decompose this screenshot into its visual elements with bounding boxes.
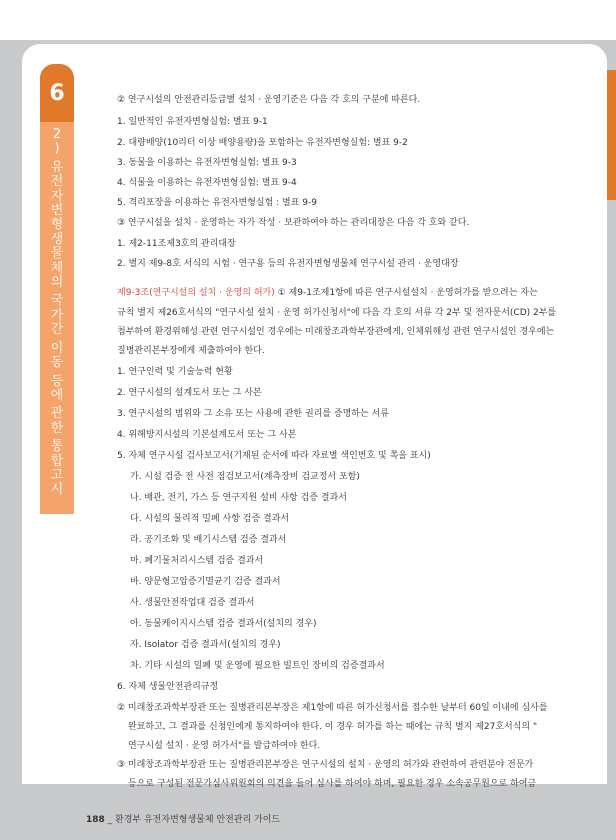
chapter-title-char: 간 xyxy=(50,322,64,338)
sec1-item2: 1. 제2-11조제3호의 관리대장 xyxy=(117,239,236,249)
chapter-title-char: 통 xyxy=(50,439,64,455)
sec1-item: 2. 대량배양(10리터 이상 배양용량)을 포함하는 유전자변형실험: 별표 9-2 xyxy=(117,138,408,148)
sec1-item2: 2. 별지 제9-8호 서식의 시험 · 연구용 등의 유전자변형생물체 연구시설 관리 · 운영대장 xyxy=(117,259,459,269)
chapter-title-char: 전 xyxy=(50,174,64,190)
sec2-subitem: 가. 시설 검증 전 사전 점검보고서(계측장비 검교정서 포함) xyxy=(130,472,360,482)
sec2-first-line xyxy=(117,285,554,298)
chapter-title-char: 국 xyxy=(50,293,64,309)
chapter-title-char: 변 xyxy=(50,203,64,219)
page-footer xyxy=(86,812,280,825)
chapter-title-char: 가 xyxy=(50,307,64,323)
para2-line: 완료하고, 그 결과를 신청인에게 통지하여야 한다. 이 경우 허가를 하는 때에는 규칙 별지 제27호서식의 " xyxy=(128,722,538,732)
sec2-item: 3. 연구시설의 범위와 그 소유 또는 사용에 관한 권리를 증명하는 서류 xyxy=(117,409,389,419)
chapter-title-char: 고 xyxy=(50,467,64,483)
article-para-line: 질병관리본부장에게 제출하여야 한다. xyxy=(117,346,265,356)
sec1-intro2: ③ 연구시설을 설치 · 운영하는 자가 작성 · 보관하여야 하는 관리대장은 다음 각 호와 같다. xyxy=(117,218,470,228)
sec2-item: 2. 연구시설의 설계도서 또는 그 사본 xyxy=(117,388,262,398)
sec2-item: 5. 자체 연구시설 검사보고서(기재된 순서에 따라 자료별 색인번호 및 쪽을 표시) xyxy=(117,451,431,461)
sec2-subitem: 마. 폐기물처리시스템 검증 결과서 xyxy=(130,556,264,566)
sec1-item: 4. 식물을 이용하는 유전자변형실험: 별표 9-4 xyxy=(117,178,297,188)
article-para-line: 규칙 별지 제26호서식의 "연구시설 설치 · 운영 허가신청서"에 다음 각 호의 서류 각 2부 및 전자문서(CD) 2부를 xyxy=(117,308,557,318)
article-para-line: ① 제9-1조제1항에 따른 연구시설설치 · 운영허가를 받으려는 자는 xyxy=(277,288,538,298)
chapter-title-char: 자 xyxy=(50,188,64,204)
chapter-title xyxy=(40,128,74,498)
chapter-title-char: 형 xyxy=(50,217,64,233)
sec2-subitem: 나. 배관, 전기, 가스 등 연구지원 설비 사항 검증 결과서 xyxy=(130,493,347,503)
footer-separator: _ xyxy=(107,815,113,825)
chapter-title-char: 이 xyxy=(50,340,64,356)
sec2-subitem: 아. 동물케이지시스템 검증 결과서(설치의 경우) xyxy=(130,619,317,629)
sec2-subitem: 사. 생물안전작업대 검증 결과서 xyxy=(130,598,255,608)
para3-line: ③ 미래창조과학부장관 또는 질병관리본부장은 연구시설의 설치 · 운영의 허가와 관련하여 관련분야 전문가 xyxy=(117,760,534,770)
sec2-subitem: 라. 공기조화 및 배기시스템 검증 결과서 xyxy=(130,535,287,545)
para2-line: ② 미래창조과학부장관 또는 질병관리본부장은 제1항에 따른 허가신청서를 접수한 날부터 60일 이내에 심사를 xyxy=(117,703,548,713)
sec2-item: 6. 자체 생물안전관리규정 xyxy=(117,682,219,692)
chapter-title-char: 동 xyxy=(50,355,64,371)
chapter-title-char: 2 xyxy=(52,127,62,142)
chapter-title-char: 등 xyxy=(50,373,64,389)
chapter-title-char: 관 xyxy=(50,406,64,422)
sec2-subitem: 자. Isolator 검증 결과서(설치의 경우) xyxy=(130,640,281,650)
page-number: 188 xyxy=(86,815,105,825)
para3-line: 등으로 구성된 전문가심사위원회의 의견을 들어 심사를 하여야 하며, 필요한 경우 소속공무원으로 하여금 xyxy=(128,779,537,789)
sec2-subitem: 다. 시설의 물리적 밀폐 사항 검증 결과서 xyxy=(130,514,290,524)
chapter-title-char: 시 xyxy=(50,482,64,498)
sec1-intro: ② 연구시설의 안전관리등급별 설치 · 운영기준은 다음 각 호의 구분에 따른다. xyxy=(117,95,421,105)
sec1-item: 5. 격리포장을 이용하는 유전자변형실험 : 별표 9-9 xyxy=(117,198,317,208)
chapter-title-char: 에 xyxy=(50,387,64,403)
para2-line: 연구시설 설치 · 운영 허가서"를 발급하여야 한다. xyxy=(128,741,321,751)
chapter-title-char: 생 xyxy=(50,231,64,247)
sec2-subitem: 차. 기타 시설의 밀폐 및 운영에 필요한 빌트인 장비의 검증결과서 xyxy=(130,661,385,671)
page-top-band xyxy=(0,0,616,40)
sec2-item: 1. 연구인력 및 기술능력 현황 xyxy=(117,367,233,377)
sec2-subitem: 바. 양문형고압증기멸균기 검증 결과서 xyxy=(130,577,281,587)
footer-title: 환경부 유전자변형생물체 안전관리 가이드 xyxy=(115,815,281,825)
article-para-line: 첨부하여 환경위해성 관련 연구시설인 경우에는 미래창조과학부장관에게, 인체위해성 관련 연구시설인 경우에는 xyxy=(117,327,555,337)
chapter-number-tab: 6 xyxy=(40,64,74,122)
chapter-title-char: 유 xyxy=(50,159,64,175)
chapter-title-char: 체 xyxy=(50,260,64,276)
chapter-title-char: 한 xyxy=(50,420,64,436)
sec1-item: 3. 동물을 이용하는 유전자변형실험: 별표 9-3 xyxy=(117,158,297,168)
chapter-title-char: ) xyxy=(54,141,60,157)
chapter-title-char: 의 xyxy=(50,275,64,291)
chapter-title-char: 물 xyxy=(50,246,64,262)
article-heading: 제9-3조(연구시설의 설치 · 운영의 허가) xyxy=(117,288,275,298)
sec2-item: 4. 위해방지시설의 기본설계도서 또는 그 사본 xyxy=(117,430,297,440)
chapter-title-char: 합 xyxy=(50,453,64,469)
sec1-item: 1. 일반적인 유전자변형실험: 별표 9-1 xyxy=(117,117,268,127)
edge-accent-strip xyxy=(606,70,616,200)
